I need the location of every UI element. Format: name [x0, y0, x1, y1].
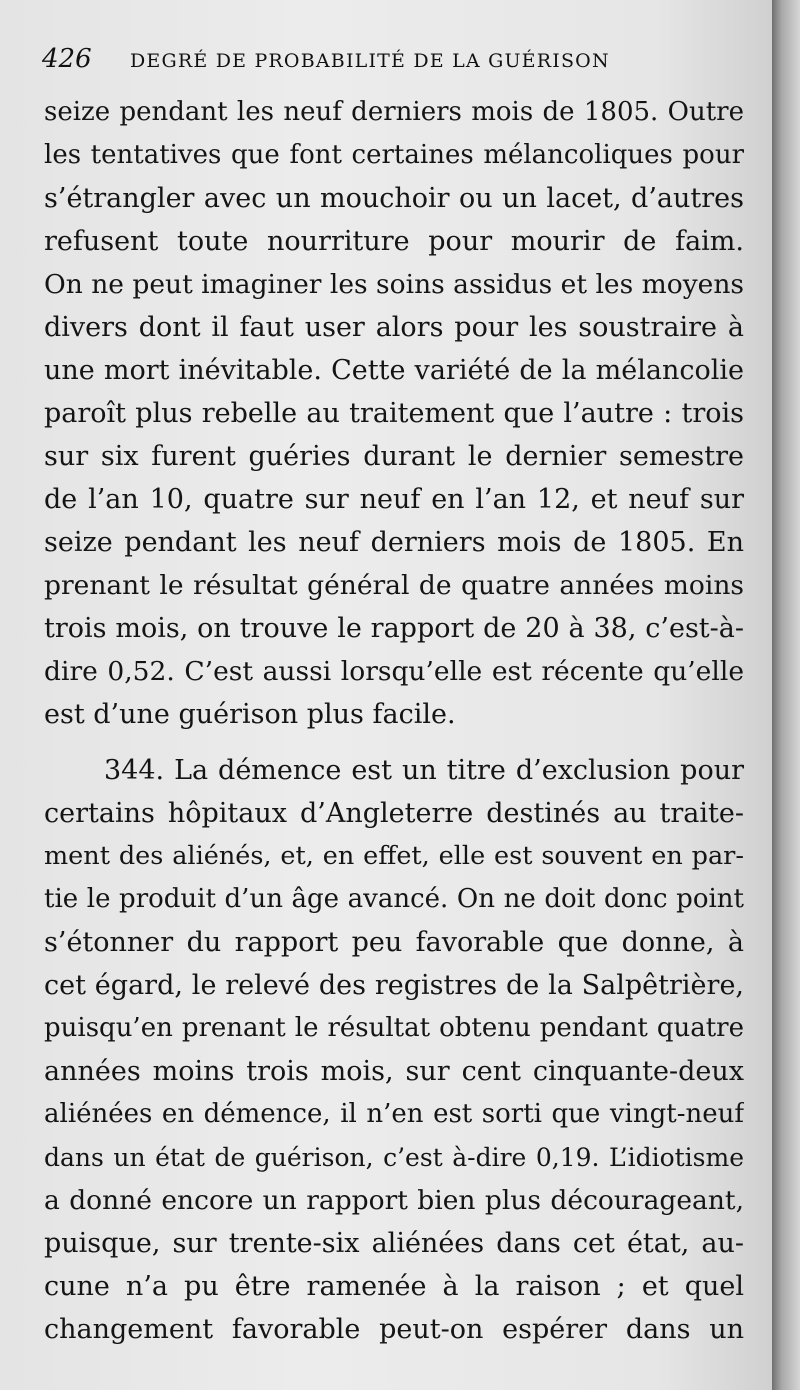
- text-line: a donné encore un rapport bien plus décourageant,: [44, 1185, 744, 1216]
- text-line: les tentatives que font certaines mélancoliques pour: [44, 140, 744, 170]
- text-line: divers dont il faut user alors pour les soustraire à: [44, 312, 744, 343]
- page-header: [42, 44, 742, 84]
- text-line: est d’une guérison plus facile.: [44, 699, 456, 730]
- text-line: tie le produit d’un âge avancé. On ne doit donc point: [44, 884, 744, 914]
- running-head: DEGRÉ DE PROBABILITÉ DE LA GUÉRISON: [130, 50, 610, 72]
- text-line: s’étrangler avec un mouchoir ou un lacet, d’autres: [44, 183, 744, 214]
- text-line: années moins trois mois, sur cent cinquante-deux: [44, 1056, 744, 1087]
- text-line: seize pendant les neuf derniers mois de 1805. Outre: [44, 97, 744, 127]
- text-line: puisqu’en prenant le résultat obtenu pendant quatre: [44, 1013, 744, 1043]
- text-line: prenant le résultat général de quatre années moins: [44, 570, 744, 601]
- text-line: trois mois, on trouve le rapport de 20 à 38, c’est-à-: [44, 613, 744, 644]
- text-line: aliénées en démence, il n’en est sorti que vingt-neuf: [44, 1099, 744, 1129]
- text-line: dire 0,52. C’est aussi lorsqu’elle est récente qu’elle: [44, 656, 744, 687]
- page-number: 426: [42, 44, 92, 74]
- page-edge-shadow: [772, 0, 800, 1390]
- text-line: cune n’a pu être ramenée à la raison ; et quel: [44, 1271, 744, 1302]
- text-line: puisque, sur trente-six aliénées dans cet état, au-: [44, 1228, 744, 1259]
- text-line: dans un état de guérison, c’est à-dire 0,19. L’idiotisme: [44, 1143, 744, 1172]
- text-line: s’étonner du rapport peu favorable que donne, à: [44, 927, 744, 958]
- text-line: ment des aliénés, et, en effet, elle est souvent en par-: [44, 841, 744, 871]
- text-line: changement favorable peut-on espérer dans un: [44, 1314, 744, 1345]
- paragraph-start-line: 344. La démence est un titre d’exclusion pour: [104, 755, 744, 786]
- text-line: sur six furent guéries durant le dernier semestre: [44, 441, 744, 472]
- text-line: certains hôpitaux d’Angleterre destinés au traite-: [44, 798, 744, 829]
- text-line: On ne peut imaginer les soins assidus et les moyens: [44, 269, 744, 300]
- text-line: paroît plus rebelle au traitement que l’autre : trois: [44, 398, 744, 429]
- text-line: refusent toute nourriture pour mourir de faim.: [44, 226, 744, 257]
- text-line: cet égard, le relevé des registres de la Salpêtrière,: [44, 970, 744, 1001]
- text-line: seize pendant les neuf derniers mois de 1805. En: [44, 527, 744, 558]
- text-line: une mort inévitable. Cette variété de la mélancolie: [44, 355, 744, 386]
- text-line: de l’an 10, quatre sur neuf en l’an 12, et neuf sur: [44, 484, 744, 515]
